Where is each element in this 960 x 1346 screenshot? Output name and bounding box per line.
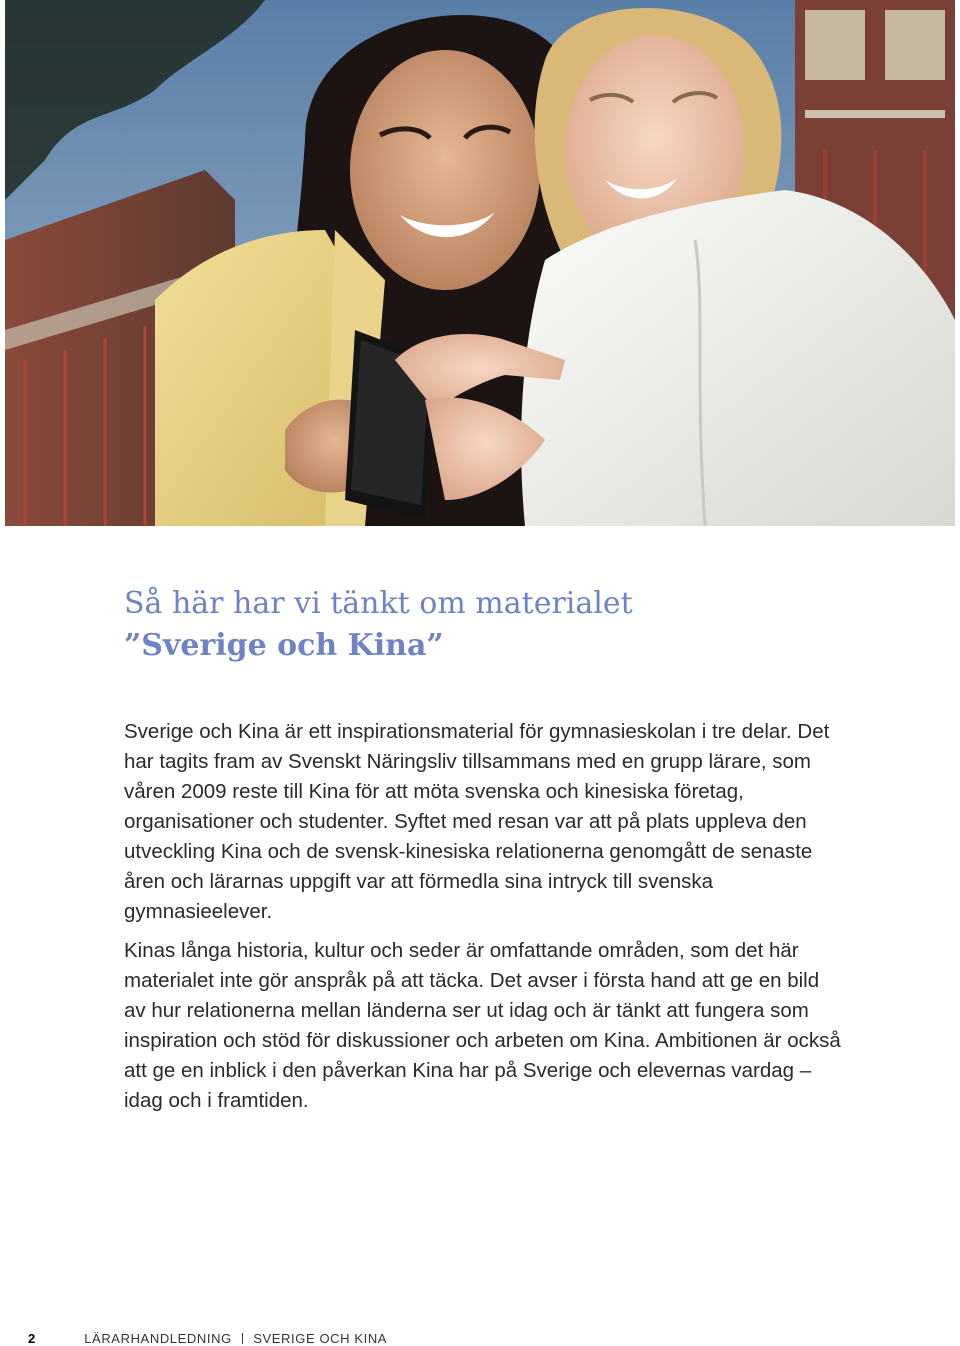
page-footer — [28, 1331, 387, 1346]
paragraph-1: Sverige och Kina är ett inspirationsmaterial för gymnasieskolan i tre delar. Det har tagits fram av Svenskt Näringsliv tillsammans med en grupp lärare, som våren 2009 reste till Kina för att möta svenska och kinesiska företag, organisationer och studenter. Syftet med resan var att på plats uppleva den utveckling Kina och de svensk-kinesiska relationerna genomgått de senaste åren och lärarnas uppgift var att förmedla sina intryck till svenska gymnasieelever. — [124, 720, 830, 923]
page-heading — [124, 583, 884, 667]
page-number: 2 — [28, 1331, 36, 1346]
heading-title: Så här har vi tänkt om materialet — [124, 586, 633, 621]
footer-section: LÄRARHANDLEDNING — [84, 1331, 232, 1346]
body-text — [124, 717, 842, 1116]
footer-separator — [242, 1333, 243, 1344]
heading-subtitle: ”Sverige och Kina” — [124, 628, 444, 663]
hero-photo — [5, 0, 955, 526]
photo-two-students-with-phone — [5, 0, 955, 526]
paragraph-2: Kinas långa historia, kultur och seder är omfattande områden, som det här materialet inte gör anspråk på att täcka. Det avser i första hand att ge en bild av hur relationerna mellan länderna ser ut idag och är tänkt att fungera som inspiration och stöd för diskussioner och arbeten om Kina. Ambitionen är också att ge en inblick i den påverkan Kina har på Sverige och elevernas vardag – idag och i framtiden. — [124, 939, 841, 1112]
footer-title: SVERIGE OCH KINA — [253, 1331, 388, 1346]
